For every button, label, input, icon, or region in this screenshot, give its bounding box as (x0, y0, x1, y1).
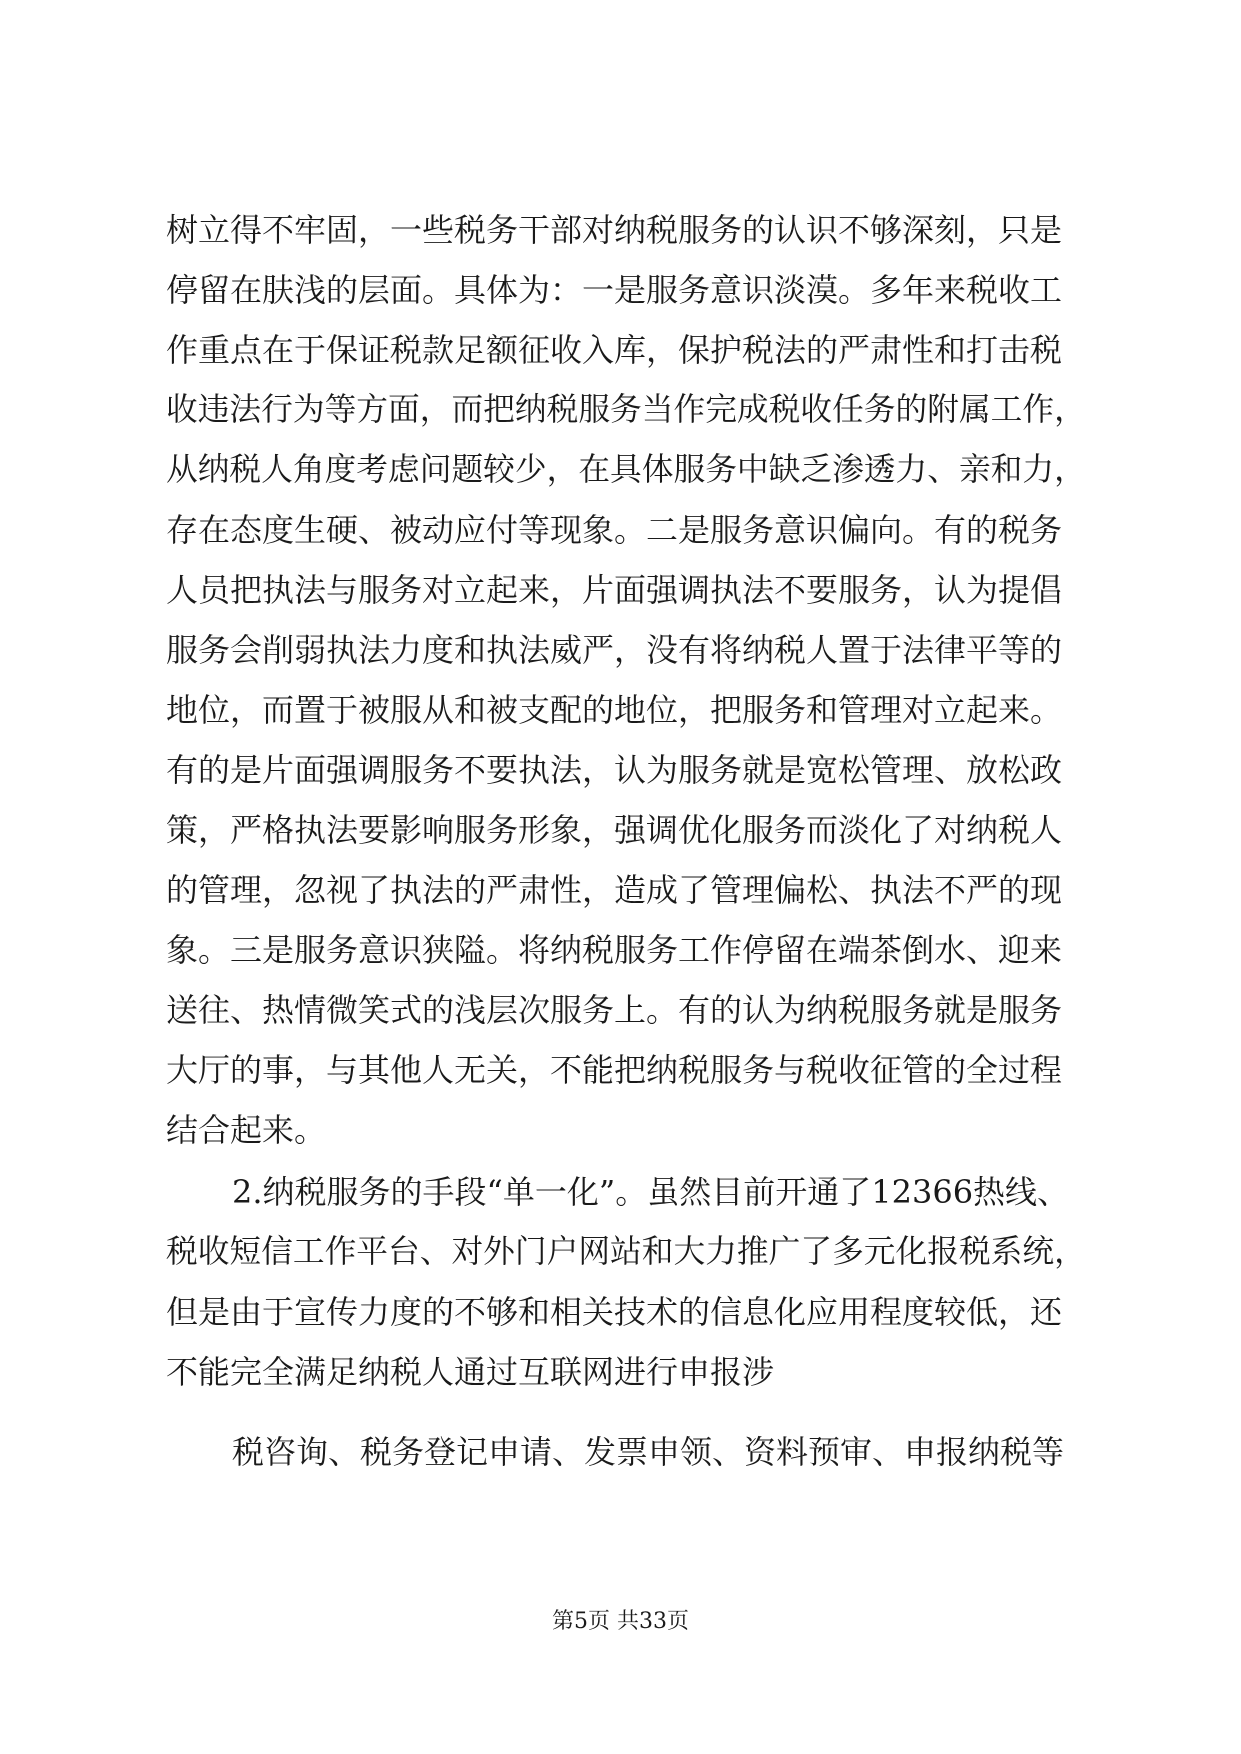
text-line: 但是由于宣传力度的不够和相关技术的信息化应用程度较低，还 (166, 1293, 1063, 1331)
text-line: 存在态度生硬、被动应付等现象。二是服务意识偏向。有的税务 (166, 511, 1063, 549)
text-line: 停留在肤浅的层面。具体为：一是服务意识淡漠。多年来税收工 (166, 271, 1063, 309)
text-line: 地位，而置于被服从和被支配的地位，把服务和管理对立起来。 (166, 691, 1063, 729)
text-line: 税咨询、税务登记申请、发票申领、资料预审、申报纳税等 (232, 1433, 1065, 1471)
text-line: 2.纳税服务的手段“单一化”。虽然目前开通了12366热线、 (232, 1173, 1070, 1211)
text-line: 作重点在于保证税款足额征收入库，保护税法的严肃性和打击税 (166, 331, 1063, 369)
text-line: 象。三是服务意识狭隘。将纳税服务工作停留在端茶倒水、迎来 (166, 931, 1063, 969)
text-line: 树立得不牢固，一些税务干部对纳税服务的认识不够深刻，只是 (166, 211, 1063, 249)
text-line: 送往、热情微笑式的浅层次服务上。有的认为纳税服务就是服务 (166, 991, 1063, 1029)
page-number-footer: 第5页 共33页 (552, 1609, 689, 1634)
text-line: 结合起来。 (166, 1111, 327, 1149)
text-line: 人员把执法与服务对立起来，片面强调执法不要服务，认为提倡 (166, 571, 1063, 609)
text-line: 收违法行为等方面，而把纳税服务当作完成税收任务的附属工作， (166, 392, 1086, 428)
text-line: 服务会削弱执法力度和执法威严，没有将纳税人置于法律平等的 (166, 631, 1063, 669)
text-line: 从纳税人角度考虑问题较少，在具体服务中缺乏渗透力、亲和力， (166, 452, 1086, 488)
text-line: 策，严格执法要影响服务形象，强调优化服务而淡化了对纳税人 (166, 811, 1063, 849)
text-line: 不能完全满足纳税人通过互联网进行申报涉 (166, 1353, 775, 1391)
text-line: 的管理，忽视了执法的严肃性，造成了管理偏松、执法不严的现 (166, 871, 1063, 909)
text-line: 税收短信工作平台、对外门户网站和大力推广了多元化报税系统， (166, 1234, 1086, 1270)
text-line: 有的是片面强调服务不要执法，认为服务就是宽松管理、放松政 (166, 751, 1063, 789)
text-line: 大厅的事，与其他人无关，不能把纳税服务与税收征管的全过程 (166, 1051, 1063, 1089)
